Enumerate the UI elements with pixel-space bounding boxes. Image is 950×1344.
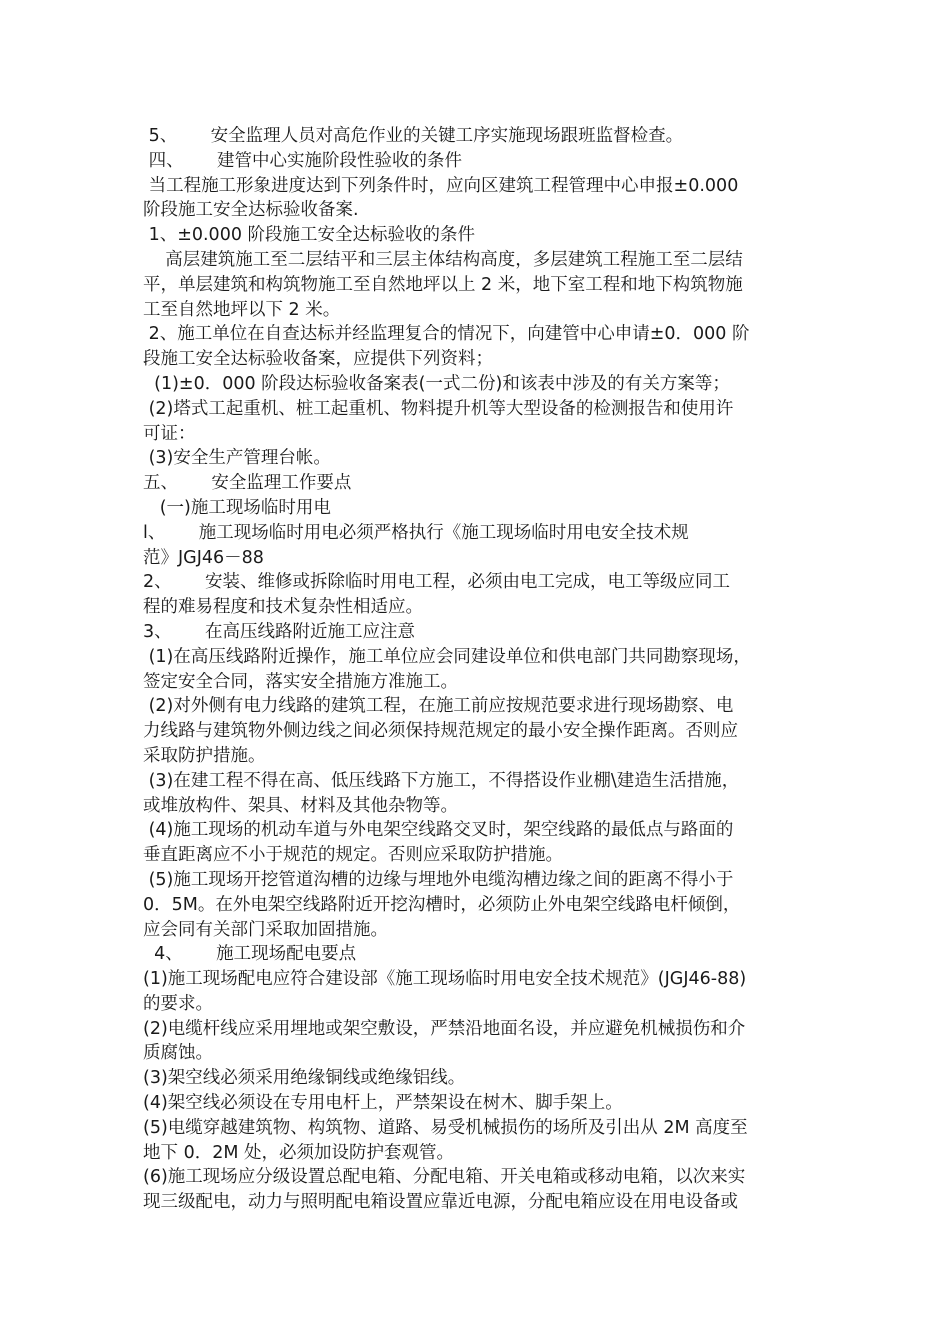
text-line: 或堆放构件、架具、材料及其他杂物等。 [143,795,458,816]
text-line: (3)在建工程不得在高、低压线路下方施工，不得搭设作业棚\建造生活措施， [143,770,740,791]
text-line: 采取防护措施。 [143,745,266,766]
text-line: 力线路与建筑物外侧边线之间必须保持规范规定的最小安全操作距离。否则应 [143,721,738,742]
text-line: (3)安全生产管理台帐。 [143,448,331,469]
text-line: 3、 在高压线路附近施工应注意 [143,621,416,642]
text-line: 1、±0.000 阶段施工安全达标验收的条件 [143,225,476,246]
text-line: 范》JGJ46－88 [143,547,264,568]
text-line: 现三级配电，动力与照明配电箱设置应靠近电源，分配电箱应设在用电设备或 [143,1192,738,1213]
text-line: 2、 安装、维修或拆除临时用电工程，必须由电工完成，电工等级应同工 [143,572,731,593]
text-line: (1)±0．000 阶段达标验收备案表(一式二份)和该表中涉及的有关方案等； [143,373,730,394]
text-line: 质腐蚀。 [143,1043,213,1064]
text-line: (2)对外侧有电力线路的建筑工程，在施工前应按规范要求进行现场勘察、电 [143,696,734,717]
text-line: (1)在高压线路附近操作，施工单位应会同建设单位和供电部门共同勘察现场， [143,646,751,667]
text-line: 垂直距离应不小于规范的规定。否则应采取防护措施。 [143,845,563,866]
text-line: 段施工安全达标验收备案，应提供下列资料； [143,349,493,370]
text-line: 应会同有关部门采取加固措施。 [143,919,388,940]
text-line: 程的难易程度和技术复杂性相适应。 [143,597,423,618]
text-line: 可证： [143,423,196,444]
document-body [143,124,815,1215]
text-line: l、 施工现场临时用电必须严格执行《施工现场临时用电安全技术规 [143,522,689,543]
text-line: (4)架空线必须设在专用电杆上，严禁架设在树木、脚手架上。 [143,1093,623,1114]
text-line: 5、 安全监理人员对高危作业的关键工序实施现场跟班监督检查。 [143,126,684,146]
section-heading: 五、 安全监理工作要点 [143,473,352,494]
text-line: (6)施工现场应分级设置总配电箱、分配电箱、开关电箱或移动电箱，以次来实 [143,1167,746,1188]
text-line: (3)架空线必须采用绝缘铜线或绝缘铝线。 [143,1068,466,1089]
text-line: 签定安全合同，落实安全措施方准施工。 [143,671,458,692]
text-line: (5)电缆穿越建筑物、构筑物、道路、易受机械损伤的场所及引出从 2M 高度至 [143,1117,748,1138]
text-line: 2、施工单位在自查达标并经监理复合的情况下，向建管中心申请±0．000 阶 [143,324,750,345]
text-line: 当工程施工形象进度达到下列条件时，应向区建筑工程管理中心申报±0.000 [143,175,739,196]
text-line: (5)施工现场开挖管道沟槽的边缘与埋地外电缆沟槽边缘之间的距离不得小于 [143,869,734,890]
text-line: 地下 0．2M 处，必须加设防护套观管。 [143,1142,454,1163]
text-line: 工至自然地坪以下 2 米。 [143,299,341,320]
subsection-heading: (一)施工现场临时用电 [143,497,331,518]
text-line: 0．5M。在外电架空线路附近开挖沟槽时，必须防止外电架空线路电杆倾倒， [143,894,741,915]
text-line: 平，单层建筑和构筑物施工至自然地坪以上 2 米，地下室工程和地下构筑物施 [143,274,743,295]
text-line: (1)施工现场配电应符合建设部《施工现场临时用电安全技术规范》(JGJ46-88) [143,969,747,990]
text-line: (2)电缆杆线应采用埋地或架空敷设，严禁沿地面名设，并应避免机械损伤和介 [143,1018,746,1039]
section-heading: 四、 建管中心实施阶段性验收的条件 [143,150,462,171]
text-line: 的要求。 [143,993,213,1014]
text-line: 4、 施工现场配电要点 [143,944,357,965]
text-line: (4)施工现场的机动车道与外电架空线路交叉时，架空线路的最低点与路面的 [143,820,734,841]
text-line: 高层建筑施工至二层结平和三层主体结构高度，多层建筑工程施工至二层结 [143,249,743,270]
text-line: 阶段施工安全达标验收备案. [143,200,359,221]
text-line: (2)塔式工起重机、桩工起重机、物料提升机等大型设备的检测报告和使用许 [143,398,734,419]
